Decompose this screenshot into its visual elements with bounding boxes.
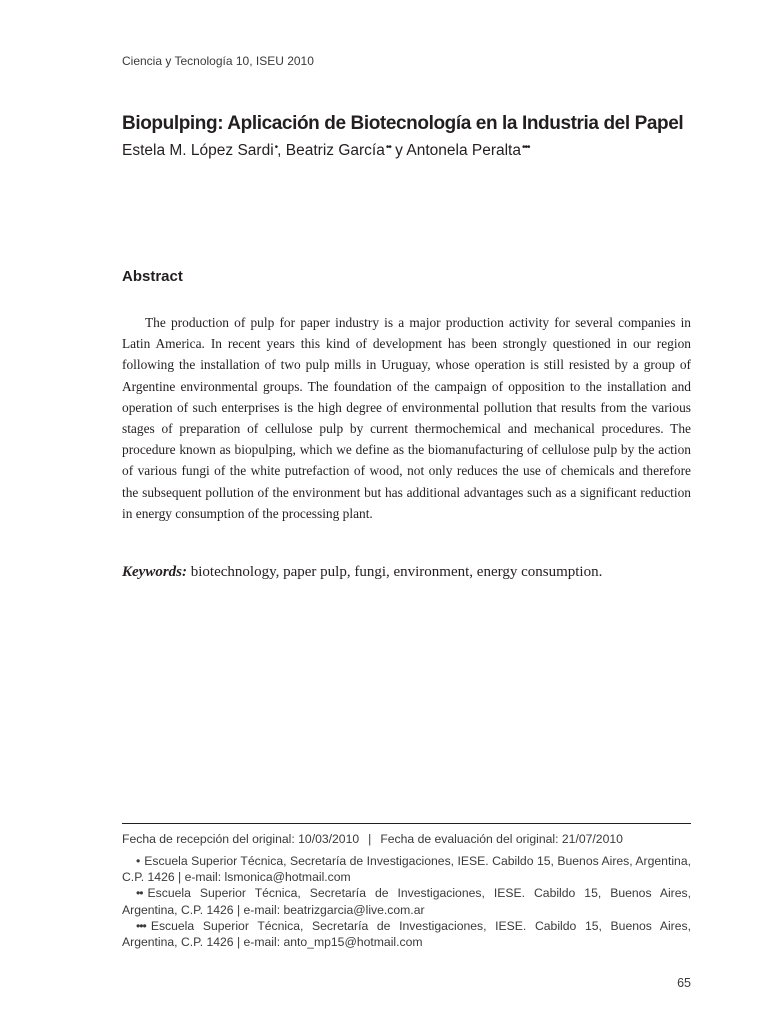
page-number: 65 xyxy=(677,976,691,990)
keywords-line xyxy=(122,564,691,581)
author-name: Estela M. López Sardi xyxy=(122,142,274,159)
running-head: Ciencia y Tecnología 10, ISEU 2010 xyxy=(122,54,314,68)
received-date: Fecha de recepción del original: 10/03/2010 xyxy=(122,832,360,846)
affiliation-marker: • xyxy=(136,854,140,868)
author-marker: • xyxy=(274,142,278,153)
abstract-body: The production of pulp for paper industry is a major production activity for several companies in Latin America. In recent years this kind of development has been strongly questioned in our region following the installation of two pulp mills in Uruguay, whose operation is still resisted by a group of Argentine environmental groups. The foundation of the campaign of opposition to the installation and operation of such enterprises is the high degree of environmental pollution that results from the various stages of preparation of cellulose pulp by current thermochemical and mechanical procedures. The procedure known as biopulping, which we define as the biomanufacturing of cellulose pulp by the action of various fungi of the white putrefaction of wood, not only reduces the use of chemicals and therefore the subsequent pollution of the environment but has additional advantages such as a significant reduction in energy consumption of the processing plant. xyxy=(122,315,691,521)
affiliation-item xyxy=(122,885,691,917)
affiliation-marker: ••• xyxy=(136,918,146,933)
author-marker: ••• xyxy=(521,142,530,153)
author-name: Beatriz García xyxy=(285,142,385,159)
author-name: Antonela Peralta xyxy=(406,142,521,159)
author-separator: , xyxy=(277,142,286,159)
dates-line xyxy=(122,832,691,846)
keywords-label: Keywords: xyxy=(122,564,187,580)
affiliation-item xyxy=(122,918,691,950)
affiliation-text: Escuela Superior Técnica, Secretaría de Investigaciones, IESE. Cabildo 15, Buenos Aires, Argentina, C.P. 1426 | e-mail: anto_mp15@hotmail.com xyxy=(122,918,691,950)
author-marker: •• xyxy=(385,142,391,153)
affiliation-text: Escuela Superior Técnica, Secretaría de Investigaciones, IESE. Cabildo 15, Buenos Aires, Argentina, C.P. 1426 | e-mail: lsmonica@hotmail.com xyxy=(122,854,691,885)
affiliation-text: Escuela Superior Técnica, Secretaría de Investigaciones, IESE. Cabildo 15, Buenos Aires, Argentina, C.P. 1426 | e-mail: beatrizgarcia@live.com.ar xyxy=(122,886,691,917)
affiliation-marker: •• xyxy=(136,886,143,901)
affiliations xyxy=(122,853,691,950)
evaluated-date: Fecha de evaluación del original: 21/07/2010 xyxy=(380,832,623,846)
dates-separator: | xyxy=(368,832,372,846)
author-line xyxy=(122,142,530,160)
article-title: Biopulping: Aplicación de Biotecnología en la Industria del Papel xyxy=(122,113,684,134)
author-separator: y xyxy=(390,142,407,159)
keywords-list: biotechnology, paper pulp, fungi, environment, energy consumption. xyxy=(190,564,603,580)
abstract-heading: Abstract xyxy=(122,268,183,285)
affiliation-item xyxy=(122,853,691,885)
footer-divider xyxy=(122,823,691,824)
